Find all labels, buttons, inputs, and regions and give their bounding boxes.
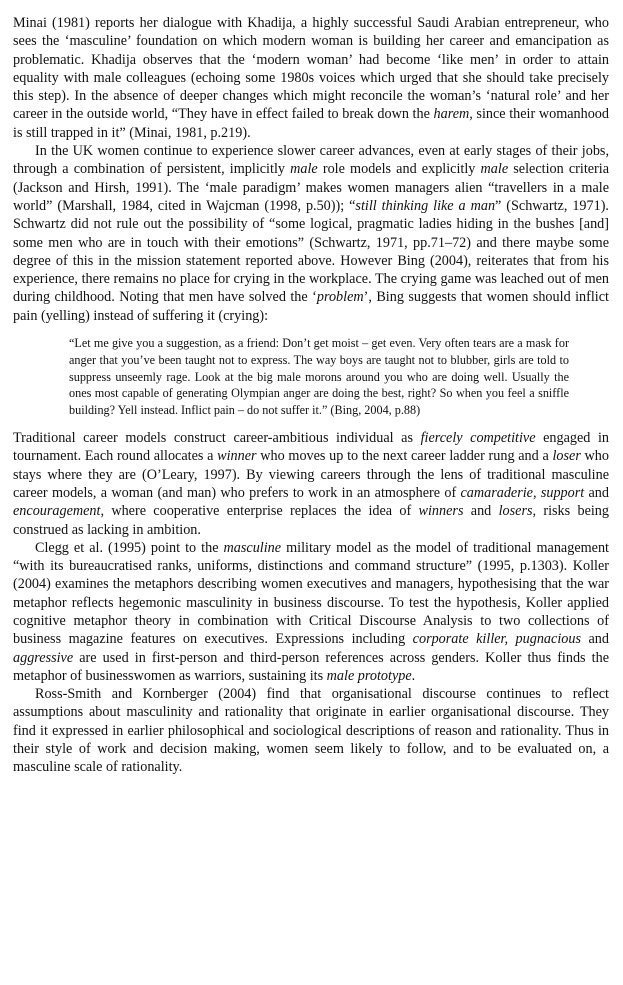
paragraph-p1	[13, 14, 609, 142]
italic-text: loser	[552, 448, 581, 465]
text-run: who stays where they are (O’Leary, 1997). By viewing careers through the lens of traditional masculine career models, a woman (and man) who prefers to work in an atmosphere of	[13, 448, 609, 501]
italic-text: male	[480, 161, 509, 178]
italic-text: winners	[418, 503, 464, 520]
body-after-quote	[13, 429, 609, 777]
italic-text: camaraderie	[460, 484, 533, 501]
italic-text: support	[540, 484, 585, 501]
text-run: Traditional career models construct career-ambitious individual as	[13, 430, 421, 447]
text-run: selection criteria (Jackson and Hirsh, 1991). The ‘male paradigm’ makes women managers alien “travellers in a male world” (Marshall, 1984, cited in Wajcman (1998, p.50)); “	[13, 161, 610, 214]
italic-text: male prototype	[326, 667, 412, 684]
italic-text: problem	[316, 289, 364, 306]
text-run: and	[580, 631, 609, 648]
italic-text: still thinking like a man	[355, 197, 496, 214]
text-run: who moves up to the next career ladder rung and a	[256, 448, 553, 465]
italic-text: winner	[217, 448, 257, 465]
italic-text: aggressive	[13, 649, 74, 666]
paragraph-p3	[13, 429, 609, 539]
text-run: In the UK women continue to experience slower career advances, even at early stages of their jobs, through a combination of persistent, implicitly	[13, 143, 609, 178]
italic-text: losers	[498, 503, 533, 520]
document-page	[13, 14, 609, 777]
body-before-quote	[13, 14, 609, 325]
text-run: military model as the model of traditional management “with its bureaucratised ranks, uniforms, distinctions and command structure” (1995, p.1303). Koller (2004) examines the metaphors describing women executives and managers, hypothesising that the war metaphor reflects hegemonic masculinity in business discourse. To test the hypothesis, Koller applied cognitive metaphor theory in combination with Critical Discourse Analysis to two collections of business magazine features on executives. Expressions including	[13, 539, 609, 648]
text-run: engaged in tournament. Each round allocates a	[13, 430, 609, 465]
text-run: ,	[532, 484, 541, 501]
text-run: Ross-Smith and Kornberger (2004) find that organisational discourse continues to reflect assumptions about masculinity and rationality that originate in earlier organisational discourse. They find it expressed in earlier philosophical and sociological descriptions of reason and rationality. Thus in their style of work and decision making, women seem likely to follow, and to be evaluated on, a masculine scale of rationality.	[13, 686, 609, 776]
block-quote: “Let me give you a suggestion, as a friend: Don’t get moist – get even. Very often tears are a mask for anger that you’ve been taught not to express. The way boys are taught not to blubber, girls are told to suppress unseemly rage. Look at the big male morons around you who are doing well. Usually the ones most capable of generating Olympian anger are doing the best, right? So when you feel a sniffle building? Yell instead. Inflict pain – do not suffer it.” (Bing, 2004, p.88)	[69, 336, 569, 418]
text-run: , since their womanhood is still trapped in it” (Minai, 1981, p.219).	[13, 106, 609, 141]
italic-text: male	[290, 161, 318, 178]
paragraph-p2	[13, 142, 609, 325]
text-run: and	[584, 484, 609, 501]
text-run: .	[411, 667, 416, 684]
text-run: , where cooperative enterprise replaces the idea of	[100, 503, 419, 520]
paragraph-p5	[13, 685, 609, 776]
italic-text: masculine	[223, 539, 282, 556]
text-run: role models and explicitly	[317, 161, 481, 178]
italic-text: encouragement	[13, 503, 101, 520]
text-run: and	[463, 503, 499, 520]
text-run: Minai (1981) reports her dialogue with Khadija, a highly successful Saudi Arabian entrepreneur, who sees the ‘masculine’ foundation on which modern woman is building her career and emancipation as problematic. Khadija observes that the ‘modern woman’ had become ‘like men’ in order to attain equality with male colleagues (echoing some 1980s voices which urged that she should take precisely this step). In the absence of deeper changes which might reconcile the woman’s ‘natural role’ and her career in the outside world, “They have in effect failed to break down the	[13, 15, 609, 123]
text-run: Clegg et al. (1995) point to the	[35, 539, 224, 556]
text-run: ” (Schwartz, 1971). Schwartz did not rule out the possibility of “some logical, pragmatic ladies hiding in the bushes [and] some men who are in touch with their emotions” (Schwartz, 1971, pp.71–72) and there maybe some degree of this in the mission statement reported above. However Bing (2004), reiterates that from his experience, there remains no place for crying in the workplace. The crying game was leached out of men during childhood. Noting that men have solved the ‘	[13, 197, 609, 306]
italic-text: harem	[433, 106, 470, 123]
paragraph-p4	[13, 539, 609, 685]
italic-text: corporate killer, pugnacious	[412, 631, 581, 648]
text-run: are used in first-person and third-person references across genders. Koller thus finds the metaphor of businesswomen as warriors, sustaining its	[13, 649, 609, 684]
text-run: , risks being construed as lacking in ambition.	[13, 503, 609, 538]
italic-text: fiercely competitive	[420, 430, 536, 447]
text-run: ’, Bing suggests that women should inflict pain (yelling) instead of suffering it (crying):	[13, 289, 609, 324]
